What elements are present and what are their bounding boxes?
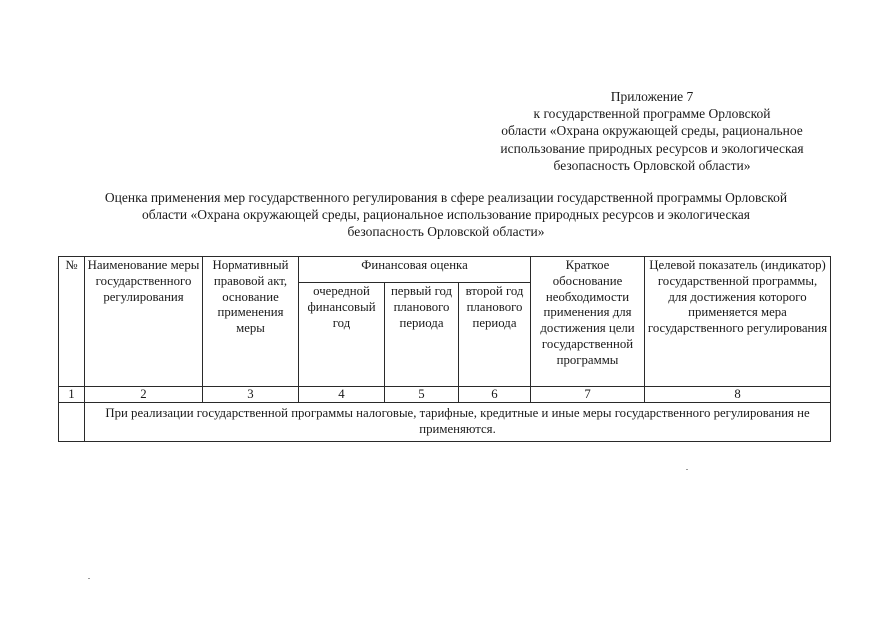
note-empty-cell [59, 403, 85, 442]
column-number: 6 [459, 387, 531, 403]
column-number: 2 [85, 387, 203, 403]
title-line: безопасность Орловской области» [347, 223, 545, 239]
column-number: 1 [59, 387, 85, 403]
appendix-line: Приложение 7 [610, 89, 694, 104]
header-target-indicator: Целевой показатель (индикатор) государственной программы, для достижения которого применяется мера государственного регулирования [645, 257, 831, 387]
header-num: № [59, 257, 85, 387]
appendix-line: области «Охрана окружающей среды, рациональное [501, 123, 803, 139]
header-first-plan-year: первый год планового периода [385, 283, 459, 387]
header-measure-name: Наименование меры государственного регулирования [85, 257, 203, 387]
header-second-plan-year: второй год планового периода [459, 283, 531, 387]
appendix-line: к государственной программе Орловской [533, 106, 771, 122]
title-line: Оценка применения мер государственного регулирования в сфере реализации государственной программы Орловской [104, 190, 788, 205]
regulation-measures-table [58, 256, 831, 442]
column-number-row [59, 387, 831, 403]
appendix-line: безопасность Орловской области» [553, 157, 751, 173]
header-justification: Краткое обоснование необходимости применения для достижения цели государственной программы [531, 257, 645, 387]
appendix-line: использование природных ресурсов и экологическая [500, 140, 804, 156]
column-number: 8 [645, 387, 831, 403]
column-number: 3 [203, 387, 299, 403]
column-number: 4 [299, 387, 385, 403]
column-number: 5 [385, 387, 459, 403]
scan-speck [88, 578, 90, 579]
column-number: 7 [531, 387, 645, 403]
note-cell: При реализации государственной программы налоговые, тарифные, кредитные и иные меры государственного регулирования не применяются. [85, 403, 831, 442]
header-financial-assessment: Финансовая оценка [299, 257, 531, 283]
title-line: области «Охрана окружающей среды, рациональное использование природных ресурсов и экологическая [141, 206, 750, 222]
note-row [59, 403, 831, 442]
scan-speck [686, 469, 688, 470]
header-row [59, 257, 831, 283]
header-legal-act: Нормативный правовой акт, основание применения меры [203, 257, 299, 387]
document-title [60, 190, 832, 240]
appendix-header [462, 88, 842, 174]
header-current-year: очередной финансовый год [299, 283, 385, 387]
